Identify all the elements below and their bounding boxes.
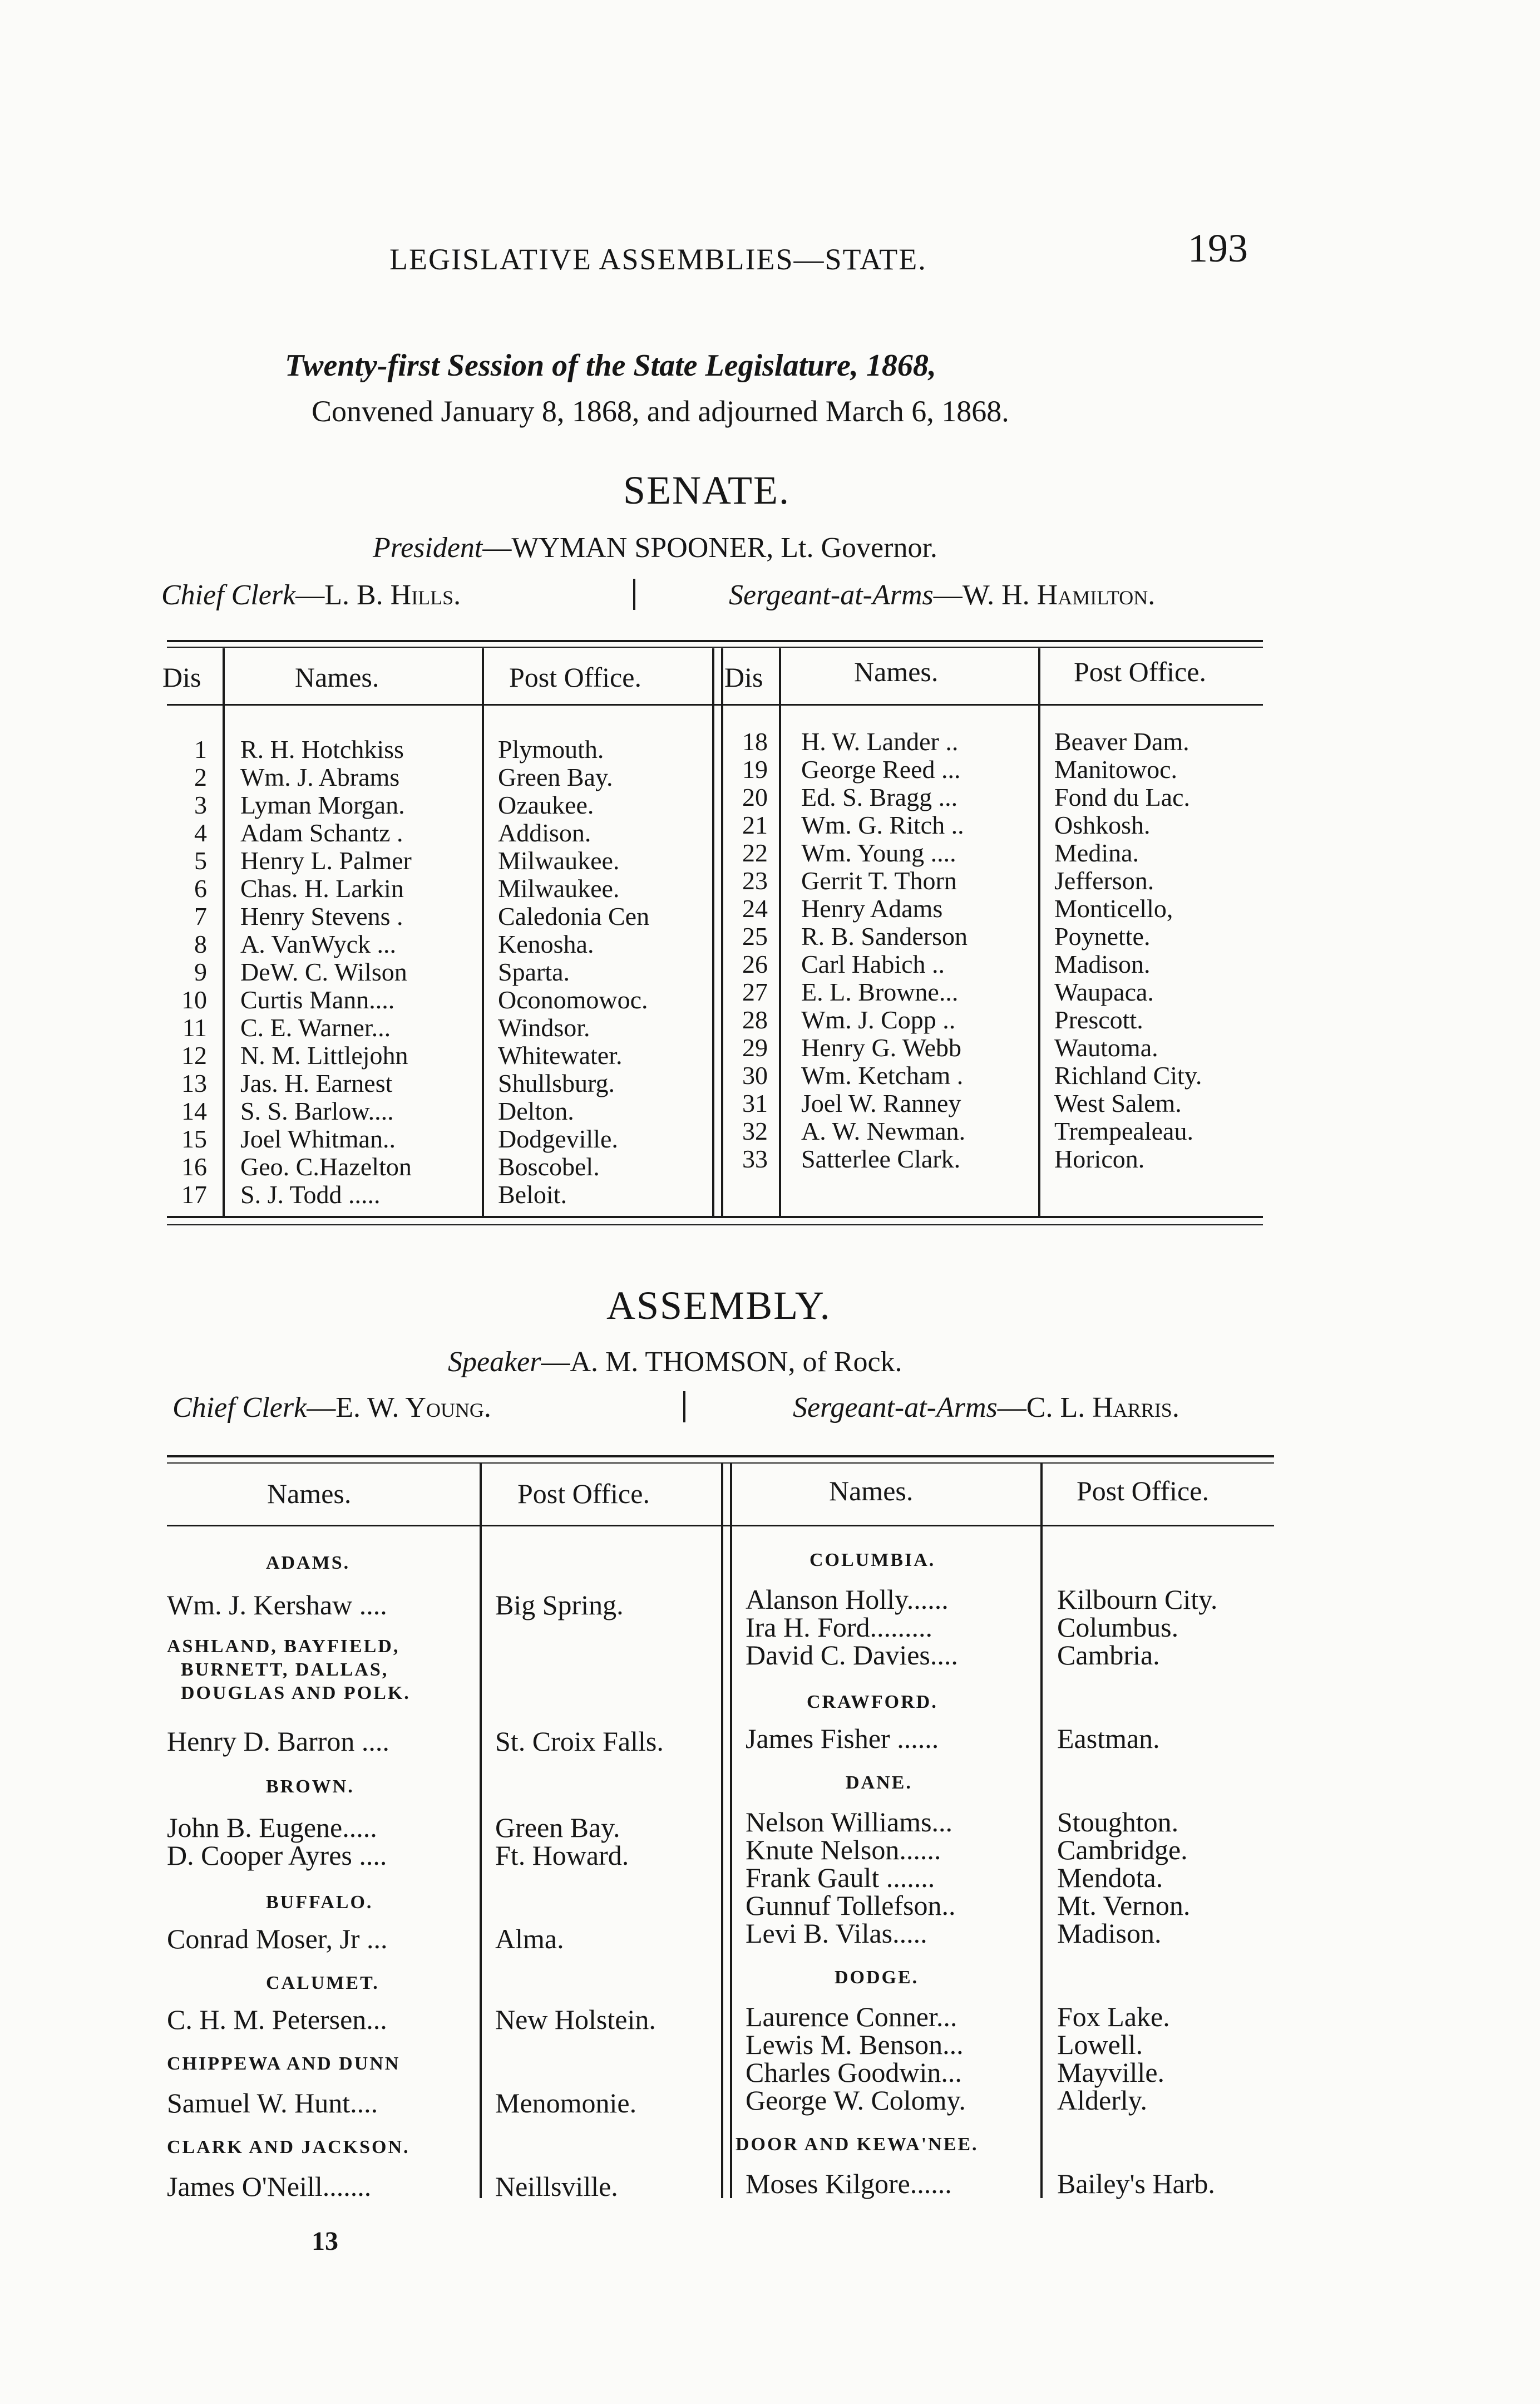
post-office: Whitewater. [498, 1041, 623, 1070]
post-office: Bailey's Harb. [1057, 2168, 1215, 2199]
district: 8 [194, 930, 207, 958]
senator-name: Jas. H. Earnest [240, 1069, 393, 1097]
senator-name: DeW. C. Wilson [240, 958, 407, 986]
col-divider [482, 648, 484, 1216]
member-name: George W. Colomy. [746, 2085, 966, 2116]
post-office: Kenosha. [498, 930, 594, 958]
district: 30 [742, 1061, 768, 1090]
senator-name: Wm. J. Abrams [240, 763, 400, 791]
senate-table-top-rule-thin [167, 647, 1263, 648]
member-name: James O'Neill....... [167, 2171, 372, 2202]
post-office: Big Spring. [495, 1589, 624, 1620]
assembly-col-post-office: Post Office. [1077, 1475, 1209, 1506]
member-name: Lewis M. Benson... [746, 2029, 964, 2060]
post-office: Poynette. [1054, 922, 1151, 950]
post-office: Lowell. [1057, 2029, 1143, 2060]
senate-left-names [240, 736, 412, 1209]
senate-chief-clerk [161, 579, 461, 612]
senate-col-post-office: Post Office. [509, 662, 641, 693]
post-office: Alma. [495, 1923, 564, 1954]
chief-clerk-value: —L. B. Hills. [295, 579, 461, 611]
senate-table-bottom-rule [167, 1216, 1263, 1218]
post-office: Monticello, [1054, 894, 1173, 923]
col-divider [712, 648, 714, 1216]
senator-name: Wm. Ketcham . [801, 1061, 964, 1090]
senate-col-names: Names. [854, 656, 939, 687]
district: 11 [182, 1013, 207, 1042]
member-name: Gunnuf Tollefson.. [746, 1890, 956, 1921]
member-name: Ira H. Ford......... [746, 1612, 933, 1643]
senator-name: Ed. S. Bragg ... [801, 783, 958, 811]
district: 17 [181, 1180, 207, 1209]
senate-sergeant [729, 579, 1155, 612]
post-office: Fox Lake. [1057, 2001, 1170, 2032]
senate-right-names [801, 728, 968, 1173]
member-name: Samuel W. Hunt.... [167, 2087, 378, 2119]
member-name: Moses Kilgore...... [746, 2168, 952, 2199]
post-office: Madison. [1057, 1918, 1162, 1949]
running-title: LEGISLATIVE ASSEMBLIES—STATE. [389, 243, 927, 276]
member-name: John B. Eugene..... [167, 1812, 377, 1843]
post-office: Ozaukee. [498, 791, 594, 819]
member-name: James Fisher ...... [746, 1723, 939, 1754]
col-divider [480, 1464, 482, 2198]
chief-clerk-value: —E. W. Young. [307, 1392, 491, 1423]
divider [683, 1391, 685, 1422]
senate-left-post-offices [498, 736, 649, 1209]
district: 33 [742, 1145, 768, 1173]
senator-name: Curtis Mann.... [240, 986, 395, 1014]
county-heading: ADAMS. [266, 1553, 351, 1573]
senator-name: Wm. J. Copp .. [801, 1006, 956, 1034]
post-office: Dodgeville. [498, 1125, 618, 1153]
post-office: Kilbourn City. [1057, 1584, 1218, 1615]
district: 29 [742, 1033, 768, 1062]
post-office: Mayville. [1057, 2057, 1165, 2088]
district: 9 [194, 958, 207, 986]
post-office: Manitowoc. [1054, 755, 1178, 784]
senate-col-post-office: Post Office. [1074, 656, 1206, 687]
col-divider [721, 1464, 723, 2198]
post-office: Ft. Howard. [495, 1840, 629, 1871]
member-name: Levi B. Vilas..... [746, 1918, 927, 1949]
post-office: Delton. [498, 1097, 574, 1125]
district: 19 [742, 755, 768, 784]
senator-name: Carl Habich .. [801, 950, 945, 978]
county-heading: CHIPPEWA AND DUNN [167, 2053, 401, 2074]
senator-name: R. H. Hotchkiss [240, 735, 404, 763]
sergeant-label: Sergeant-at-Arms [729, 579, 934, 611]
assembly-header-rule [167, 1525, 1274, 1526]
district: 7 [194, 902, 207, 930]
post-office: Cambria. [1057, 1639, 1160, 1671]
chief-clerk-label: Chief Clerk [172, 1392, 307, 1423]
district: 16 [181, 1152, 207, 1181]
senator-name: R. B. Sanderson [801, 922, 968, 950]
col-divider [223, 648, 225, 1216]
district: 28 [742, 1006, 768, 1034]
district: 10 [181, 986, 207, 1014]
session-dates: Convened January 8, 1868, and adjourned March 6, 1868. [312, 395, 1009, 428]
district: 18 [742, 727, 768, 756]
district: 26 [742, 950, 768, 978]
senator-name: H. W. Lander .. [801, 727, 959, 756]
post-office: Neillsville. [495, 2171, 618, 2202]
post-office: Eastman. [1057, 1723, 1160, 1754]
post-office: West Salem. [1054, 1089, 1182, 1117]
post-office: Menomonie. [495, 2087, 637, 2119]
divider [633, 579, 635, 610]
sergeant-value: —C. L. Harris. [997, 1392, 1179, 1423]
assembly-speaker [448, 1346, 902, 1378]
member-name: Conrad Moser, Jr ... [167, 1923, 388, 1954]
post-office: Columbus. [1057, 1612, 1179, 1643]
senate-right-post-offices [1054, 728, 1202, 1173]
senator-name: A. W. Newman. [801, 1117, 966, 1145]
post-office: Horicon. [1054, 1145, 1145, 1173]
post-office: Stoughton. [1057, 1806, 1179, 1838]
member-name: David C. Davies.... [746, 1639, 958, 1671]
district: 14 [181, 1097, 207, 1125]
district: 3 [194, 791, 207, 819]
district: 4 [194, 819, 207, 847]
senator-name: Henry G. Webb [801, 1033, 961, 1062]
county-heading: BUFFALO. [266, 1892, 373, 1913]
district: 5 [194, 846, 207, 875]
county-heading: COLUMBIA. [810, 1550, 936, 1570]
member-name: Knute Nelson...... [746, 1834, 941, 1865]
senator-name: Chas. H. Larkin [240, 874, 404, 903]
post-office: Plymouth. [498, 735, 604, 763]
member-name: Nelson Williams... [746, 1806, 953, 1838]
post-office: Milwaukee. [498, 874, 620, 903]
district: 27 [742, 978, 768, 1006]
district: 32 [742, 1117, 768, 1145]
senator-name: E. L. Browne... [801, 978, 959, 1006]
post-office: St. Croix Falls. [495, 1726, 664, 1757]
senator-name: S. J. Todd ..... [240, 1180, 381, 1209]
senator-name: Henry L. Palmer [240, 846, 412, 875]
session-title: Twenty-first Session of the State Legislature, 1868, [285, 348, 936, 383]
president-value: —WYMAN SPOONER, Lt. Governor. [482, 532, 937, 564]
post-office: Beloit. [498, 1180, 567, 1209]
post-office: Sparta. [498, 958, 570, 986]
post-office: Windsor. [498, 1013, 590, 1042]
speaker-value: —A. M. THOMSON, of Rock. [541, 1346, 902, 1378]
district: 6 [194, 874, 207, 903]
senator-name: Lyman Morgan. [240, 791, 405, 819]
senator-name: N. M. Littlejohn [240, 1041, 408, 1070]
member-name: D. Cooper Ayres .... [167, 1840, 387, 1871]
senator-name: Satterlee Clark. [801, 1145, 961, 1173]
assembly-chief-clerk [172, 1391, 491, 1424]
senate-table-bottom-rule-thin [167, 1224, 1263, 1225]
assembly-table-top-rule-thin [167, 1462, 1274, 1464]
district: 24 [742, 894, 768, 923]
post-office: Trempealeau. [1054, 1117, 1193, 1145]
senate-col-dis: Dis [162, 662, 201, 693]
post-office: Green Bay. [495, 1812, 620, 1843]
post-office: Mendota. [1057, 1862, 1163, 1893]
county-heading: DODGE. [835, 1967, 919, 1988]
county-heading: CALUMET. [266, 1973, 379, 1993]
col-divider [1038, 648, 1040, 1216]
col-divider [730, 1464, 732, 2198]
signature-mark: 13 [312, 2226, 338, 2256]
county-heading: ASHLAND, BAYFIELD, [167, 1636, 400, 1657]
assembly-col-names: Names. [829, 1475, 914, 1506]
assembly-col-post-office: Post Office. [517, 1478, 650, 1509]
senate-col-names: Names. [295, 662, 379, 693]
post-office: Milwaukee. [498, 846, 620, 875]
county-heading: BROWN. [266, 1776, 354, 1797]
county-heading: CLARK AND JACKSON. [167, 2137, 410, 2157]
senate-president [373, 531, 937, 564]
chief-clerk-label: Chief Clerk [161, 579, 296, 611]
assembly-sergeant [793, 1391, 1179, 1424]
sergeant-label: Sergeant-at-Arms [793, 1392, 998, 1423]
post-office: Mt. Vernon. [1057, 1890, 1191, 1921]
senator-name: A. VanWyck ... [240, 930, 396, 958]
district: 2 [194, 763, 207, 791]
district: 23 [742, 866, 768, 895]
post-office: Cambridge. [1057, 1834, 1188, 1865]
post-office: Oshkosh. [1054, 811, 1151, 839]
post-office: Green Bay. [498, 763, 613, 791]
senator-name: Wm. Young .... [801, 839, 956, 867]
senate-col-dis: Dis [724, 662, 763, 693]
page-number: 193 [1188, 226, 1248, 270]
senate-heading: SENATE. [623, 468, 790, 513]
senator-name: Joel W. Ranney [801, 1089, 961, 1117]
post-office: Waupaca. [1054, 978, 1154, 1006]
senator-name: Adam Schantz . [240, 819, 403, 847]
county-heading: BURNETT, DALLAS, [181, 1659, 389, 1680]
post-office: Prescott. [1054, 1006, 1143, 1034]
post-office: Wautoma. [1054, 1033, 1158, 1062]
post-office: Madison. [1054, 950, 1151, 978]
district: 13 [181, 1069, 207, 1097]
senator-name: Geo. C.Hazelton [240, 1152, 412, 1181]
post-office: New Holstein. [495, 2004, 656, 2035]
senator-name: C. E. Warner... [240, 1013, 391, 1042]
senator-name: S. S. Barlow.... [240, 1097, 394, 1125]
post-office: Jefferson. [1054, 866, 1154, 895]
speaker-label: Speaker [448, 1346, 541, 1378]
member-name: Alanson Holly...... [746, 1584, 949, 1615]
member-name: Wm. J. Kershaw .... [167, 1589, 387, 1620]
post-office: Medina. [1054, 839, 1139, 867]
post-office: Beaver Dam. [1054, 727, 1189, 756]
post-office: Alderly. [1057, 2085, 1147, 2116]
district: 22 [742, 839, 768, 867]
county-heading: DANE. [846, 1772, 912, 1793]
senator-name: Henry Stevens . [240, 902, 403, 930]
senate-left-districts [167, 736, 207, 1209]
county-heading: CRAWFORD. [807, 1692, 938, 1712]
post-office: Shullsburg. [498, 1069, 615, 1097]
senator-name: Gerrit T. Thorn [801, 866, 957, 895]
assembly-table-top-rule [167, 1455, 1274, 1457]
col-divider [1040, 1464, 1043, 2198]
senator-name: Henry Adams [801, 894, 943, 923]
senator-name: George Reed ... [801, 755, 961, 784]
district: 25 [742, 922, 768, 950]
col-divider [779, 648, 781, 1216]
district: 15 [181, 1125, 207, 1153]
district: 1 [194, 735, 207, 763]
member-name: Laurence Conner... [746, 2001, 957, 2032]
senator-name: Joel Whitman.. [240, 1125, 396, 1153]
post-office: Caledonia Cen [498, 902, 650, 930]
district: 31 [742, 1089, 768, 1117]
assembly-heading: ASSEMBLY. [606, 1283, 831, 1328]
senate-header-rule [167, 704, 1263, 706]
member-name: Frank Gault ....... [746, 1862, 935, 1893]
assembly-col-names: Names. [267, 1478, 352, 1509]
district: 21 [742, 811, 768, 839]
county-heading: DOOR AND KEWA'NEE. [736, 2134, 979, 2155]
district: 12 [181, 1041, 207, 1070]
post-office: Fond du Lac. [1054, 783, 1191, 811]
member-name: Charles Goodwin... [746, 2057, 962, 2088]
senate-table-top-rule [167, 640, 1263, 642]
member-name: C. H. M. Petersen... [167, 2004, 387, 2035]
post-office: Boscobel. [498, 1152, 600, 1181]
senate-right-districts [723, 728, 768, 1173]
senator-name: Wm. G. Ritch .. [801, 811, 964, 839]
member-name: Henry D. Barron .... [167, 1726, 389, 1757]
post-office: Oconomowoc. [498, 986, 648, 1014]
president-label: President [373, 532, 483, 564]
post-office: Richland City. [1054, 1061, 1202, 1090]
sergeant-value: —W. H. Hamilton. [933, 579, 1156, 611]
district: 20 [742, 783, 768, 811]
county-heading: DOUGLAS AND POLK. [181, 1683, 411, 1703]
post-office: Addison. [498, 819, 591, 847]
